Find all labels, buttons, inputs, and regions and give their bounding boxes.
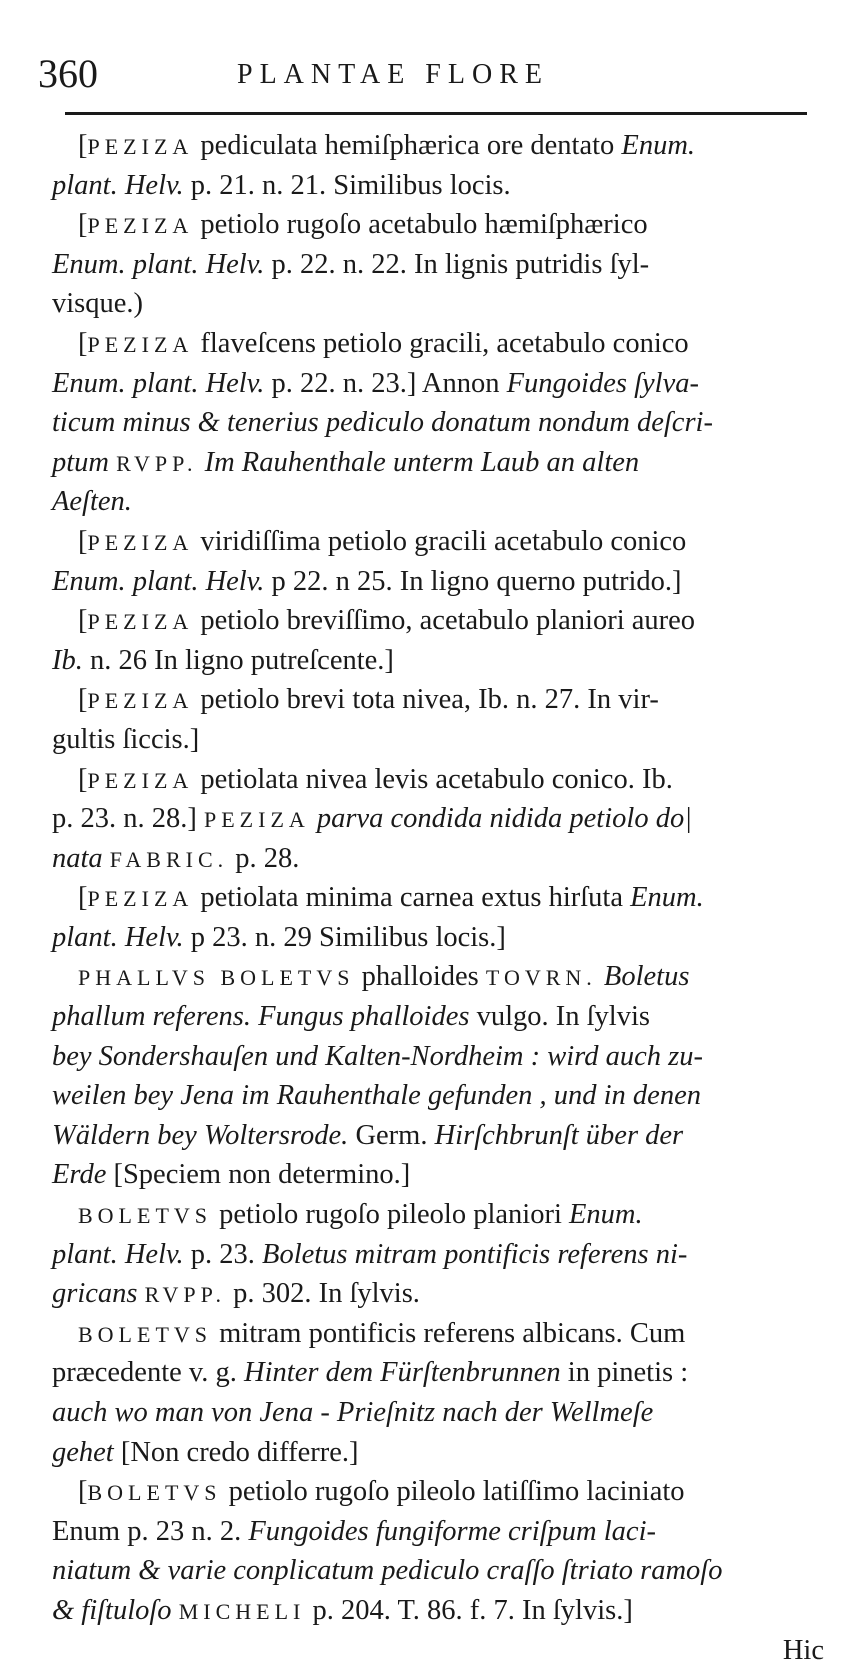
text-segment: gultis ſiccis.] — [52, 723, 200, 755]
text-segment: [Non credo differre.] — [113, 1436, 359, 1468]
italic-text: plant. — [52, 169, 118, 201]
text-segment: p. 302. In ſylvis. — [225, 1278, 420, 1310]
text-segment: præcedente v. g. — [52, 1357, 245, 1389]
text-segment — [103, 843, 110, 874]
text-line — [52, 760, 824, 800]
text-segment: petiolo brevi tota nivea, Ib. n. 27. In vir- — [193, 684, 659, 716]
italic-text: Hirſchbrunſt über der — [434, 1119, 684, 1151]
text-line — [52, 799, 824, 839]
small-caps-text: BOLETVS — [78, 1203, 212, 1229]
italic-text: Wäldern bey Woltersrode. — [52, 1119, 349, 1151]
italic-text: Enum. plant. Helv. — [52, 565, 265, 597]
small-caps-text: RVPP. — [144, 1282, 226, 1308]
italic-text: bey Sondershauſen und Kalten-Nordheim : wird auch zu- — [52, 1040, 703, 1072]
small-caps-text: RVPP. — [116, 450, 198, 476]
text-segment: flaveſcens petiolo gracili, acetabulo conico — [193, 327, 689, 359]
text-segment — [310, 803, 317, 834]
text-segment: n. 26 In ligno putreſcente.] — [82, 644, 394, 676]
text-line — [52, 522, 824, 562]
italic-text: plant. Helv. — [52, 921, 184, 953]
text-segment: p. 23. n. 28.] — [52, 803, 204, 835]
italic-text: ticum minus & tenerius pediculo donatum nondum deſcri- — [52, 407, 713, 439]
text-line — [52, 1116, 824, 1156]
small-caps-text: FABRIC. — [109, 846, 229, 872]
text-segment: Hic — [782, 1634, 824, 1666]
text-line — [52, 1314, 824, 1354]
italic-text: & fiſtuloſo — [52, 1594, 172, 1626]
text-segment: petiolo rugoſo pileolo planiori — [212, 1199, 569, 1231]
text-segment: vulgo. In ſylvis — [469, 1001, 650, 1033]
text-segment: [ — [78, 525, 88, 557]
text-line — [52, 166, 824, 206]
text-line — [52, 1076, 824, 1116]
small-caps-text: PEZIZA — [87, 609, 194, 635]
text-line — [52, 1393, 824, 1433]
text-line — [52, 878, 824, 918]
text-line — [52, 997, 824, 1037]
text-line — [52, 1353, 824, 1393]
italic-text: Aeſten. — [52, 486, 132, 518]
text-segment — [118, 170, 125, 201]
text-line — [52, 205, 824, 245]
text-segment: [ — [78, 130, 88, 161]
page-header — [38, 50, 828, 100]
text-segment: petiolo rugoſo pileolo latiſſimo laciniato — [221, 1476, 685, 1508]
text-line — [52, 1591, 824, 1631]
text-segment — [138, 1278, 145, 1309]
text-line — [52, 839, 824, 879]
small-caps-text: PEZIZA — [87, 886, 194, 912]
text-segment: p. 22. n. 22. In lignis putridis ſyl- — [264, 248, 650, 280]
italic-text: niatum & varie conplicatum pediculo craſſo ſtriato ramoſo — [52, 1555, 723, 1587]
text-line — [52, 720, 824, 760]
body-text — [52, 126, 824, 1670]
small-caps-text: PEZIZA — [87, 688, 194, 714]
text-segment: p. 21. n. 21. Similibus locis. — [183, 169, 511, 201]
text-segment: petiolata minima carnea extus hirſuta — [193, 882, 631, 914]
italic-text: Im Rauhenthale unterm Laub an alten — [204, 446, 640, 478]
text-segment: [ — [78, 763, 88, 795]
italic-text: Enum. plant. Helv. — [52, 248, 265, 280]
text-line — [52, 1155, 824, 1195]
text-segment: [ — [78, 605, 88, 637]
text-line — [52, 562, 824, 602]
text-line — [52, 126, 824, 166]
italic-text: Enum. — [569, 1199, 643, 1231]
small-caps-text: BOLETVS — [78, 1321, 212, 1347]
text-segment — [197, 447, 204, 478]
italic-text: Helv. — [124, 169, 184, 201]
text-segment: mitram pontificis referens albicans. Cum — [212, 1317, 686, 1349]
text-line — [52, 1274, 824, 1314]
text-line — [52, 641, 824, 681]
text-segment: petiolo rugoſo acetabulo hæmiſphærico — [193, 209, 648, 241]
header-rule — [65, 112, 807, 115]
page-number: 360 — [38, 51, 98, 96]
italic-text: Boletus mitram pontificis referens ni- — [262, 1238, 688, 1270]
italic-text: auch wo man von Jena - Prieſnitz nach der Wellmeſe — [52, 1397, 654, 1428]
text-line — [52, 1235, 824, 1275]
small-caps-text: PEZIZA — [87, 767, 194, 793]
text-segment: p. 204. T. 86. f. 7. In ſylvis.] — [305, 1594, 633, 1626]
italic-text: Fungoides fungiforme criſpum laci- — [248, 1515, 656, 1547]
small-caps-text: BOLETVS — [87, 1480, 222, 1506]
text-segment: visque.) — [52, 288, 144, 320]
italic-text: ptum — [52, 446, 109, 478]
text-segment: [ — [78, 327, 88, 359]
text-line — [52, 1037, 824, 1077]
text-segment: viridiſſima petiolo gracili acetabulo conico — [193, 525, 687, 557]
text-line — [52, 957, 824, 997]
text-line — [52, 1472, 824, 1512]
small-caps-text: PEZIZA — [87, 331, 194, 357]
text-line — [52, 1631, 824, 1670]
text-line — [52, 403, 824, 443]
text-segment: Germ. — [348, 1119, 435, 1151]
small-caps-text: MICHELI — [178, 1598, 306, 1624]
text-line — [52, 482, 824, 522]
italic-text: Erde — [52, 1159, 107, 1191]
small-caps-text: PEZIZA — [87, 134, 194, 159]
text-line — [52, 245, 824, 285]
text-line — [52, 1551, 824, 1591]
text-line — [52, 601, 824, 641]
italic-text: Ib. — [52, 644, 83, 676]
italic-text: nata — [52, 842, 103, 874]
text-segment — [597, 961, 604, 992]
italic-text: gricans — [52, 1278, 138, 1310]
text-line — [52, 364, 824, 404]
text-segment: [Speciem non determino.] — [106, 1159, 411, 1191]
text-segment — [172, 1595, 179, 1626]
small-caps-text: PHALLVS BOLETVS — [78, 965, 355, 991]
text-line — [52, 1433, 824, 1473]
text-segment: [ — [78, 684, 88, 716]
text-line — [52, 918, 824, 958]
italic-text: Enum. plant. Helv. — [52, 367, 265, 399]
italic-text: Enum. — [621, 130, 696, 161]
italic-text: Fungoides ſylva- — [506, 367, 699, 399]
italic-text: gehet — [52, 1436, 114, 1468]
text-segment: p. 28. — [228, 842, 300, 874]
text-line — [52, 324, 824, 364]
italic-text: plant. Helv. — [52, 1238, 184, 1270]
text-segment: p 22. n 25. In ligno querno putrido.] — [264, 565, 682, 597]
italic-text: parva condida nidida petiolo do| — [316, 803, 693, 835]
italic-text: Boletus — [603, 961, 690, 993]
text-line — [52, 680, 824, 720]
text-segment: p. 22. n. 23.] Annon — [264, 367, 507, 399]
text-line — [52, 284, 824, 324]
text-segment: p. 23. — [183, 1238, 263, 1270]
running-title: PLANTAE FLORE — [237, 59, 549, 90]
text-line — [52, 1512, 824, 1552]
text-segment: [ — [78, 1476, 88, 1508]
text-segment: Enum p. 23 n. 2. — [52, 1515, 249, 1547]
text-segment: [ — [78, 209, 88, 241]
text-line — [52, 1195, 824, 1235]
text-segment: in pinetis : — [560, 1357, 689, 1389]
italic-text: Enum. — [630, 882, 704, 914]
small-caps-text: TOVRN. — [485, 965, 597, 991]
text-segment: p 23. n. 29 Similibus locis.] — [183, 921, 506, 953]
italic-text: Hinter dem Fürſtenbrunnen — [244, 1357, 561, 1389]
text-line — [52, 443, 824, 483]
text-segment: petiolo breviſſimo, acetabulo planiori aureo — [193, 605, 696, 637]
italic-text: weilen bey Jena im Rauhenthale gefunden , und in denen — [52, 1080, 701, 1112]
text-segment: [ — [78, 882, 88, 914]
small-caps-text: PEZIZA — [87, 213, 194, 239]
text-segment: phalloides — [354, 961, 486, 993]
text-segment: pediculata hemiſphærica ore dentato — [193, 130, 622, 161]
text-segment: petiolata nivea levis acetabulo conico. Ib. — [193, 763, 673, 795]
small-caps-text: PEZIZA — [204, 807, 310, 833]
italic-text: phallum referens. Fungus phalloides — [52, 1001, 470, 1033]
small-caps-text: PEZIZA — [87, 529, 194, 555]
